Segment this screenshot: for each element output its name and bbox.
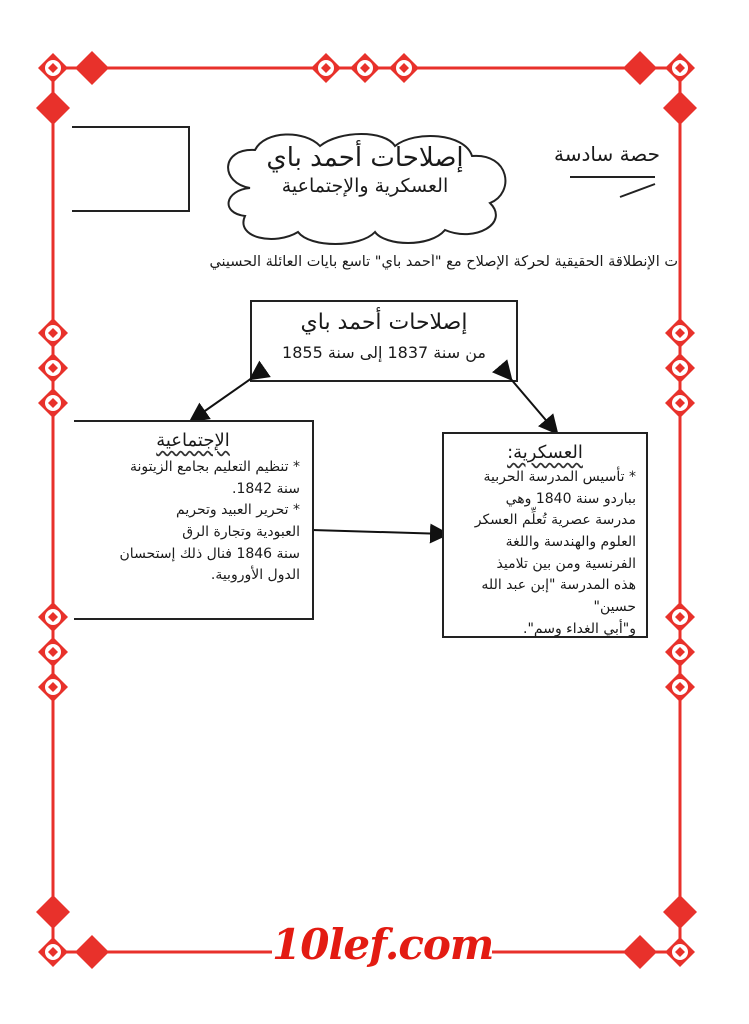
social-heading: الإجتماعية [156,430,230,451]
military-line: * تأسيس المدرسة الحربية [483,469,636,485]
site-watermark [272,920,492,969]
watermark-text: 10lef.com [272,920,494,969]
center-box-title: إصلاحات أحمد باي [300,310,468,335]
arrow-social-military [312,530,446,534]
social-line: سنة 1842. [231,480,300,497]
page-subtitle: العسكرية والإجتماعية [281,174,449,197]
military-line: العلوم والهندسة واللغة [505,534,636,551]
social-line: العبودية وتجارة الرق [182,524,300,541]
military-line: مدرسة عصرية تُعلِّم العسكر [474,512,636,529]
military-heading: العسكرية: [507,442,583,463]
military-line: الفرنسية ومن بين تلاميذ [496,555,636,572]
social-lines [86,457,300,587]
arrow-center-to-military [510,378,556,432]
center-box-period: من سنة 1837 إلى سنة 1855 [282,343,486,362]
social-line: الدول الأوروبية. [210,567,300,584]
social-line: * تنظيم التعليم بجامع الزيتونة [129,459,300,475]
military-line: و"أبي الغداء وسم". [523,620,636,637]
military-line: بباردو سنة 1840 وهي [505,490,636,507]
military-line: هذه المدرسة "إبن عبد الله حسين" [481,577,636,616]
social-reforms-box [74,420,314,620]
military-lines [454,467,636,641]
lesson-tag-text: حصة سادسة [553,142,660,166]
intro-text: ت الإنطلاقة الحقيقية لحركة الإصلاح مع "أحمد باي" تاسع بايات العائلة الحسيني [209,254,678,270]
page-title: إصلاحات أحمد باي [266,143,464,173]
military-reforms-box [442,432,648,638]
social-line: * تحرير العبيد وتحريم [176,502,300,519]
social-line: سنة 1846 فنال ذلك إستحسان [119,545,300,562]
arrow-center-to-social [192,378,252,420]
